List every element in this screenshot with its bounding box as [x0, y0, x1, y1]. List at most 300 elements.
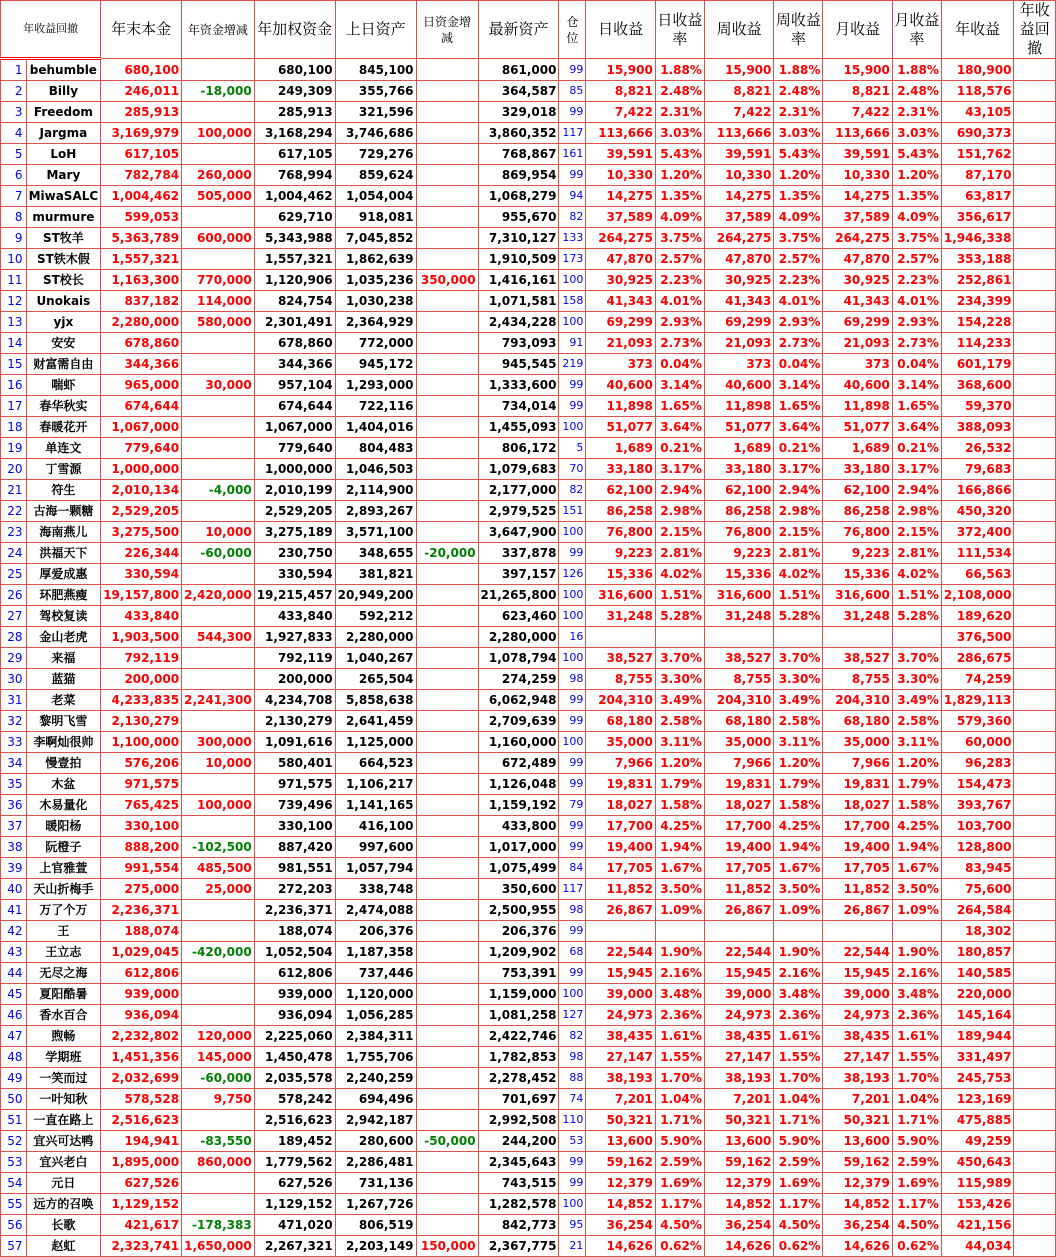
table-cell: 50,321	[823, 1110, 893, 1131]
table-cell: 53	[1, 1152, 27, 1173]
table-cell	[1014, 501, 1056, 522]
table-cell: 1,779,562	[254, 1152, 335, 1173]
table-cell: 772,000	[335, 333, 416, 354]
table-cell: 2,345,643	[478, 1152, 559, 1173]
table-cell: 36,254	[586, 1215, 656, 1236]
table-cell: 2.94%	[892, 480, 941, 501]
table-cell	[416, 1152, 478, 1173]
table-cell	[1014, 1131, 1056, 1152]
table-row	[1, 627, 1056, 648]
table-row	[1, 144, 1056, 165]
table-cell: 4.25%	[655, 816, 704, 837]
table-row	[1, 669, 1056, 690]
table-cell: 86,258	[704, 501, 774, 522]
table-cell	[182, 249, 255, 270]
table-cell	[416, 375, 478, 396]
table-cell: 265,504	[335, 669, 416, 690]
table-cell	[182, 1110, 255, 1131]
table-cell: 793,093	[478, 333, 559, 354]
table-cell: 3.50%	[655, 879, 704, 900]
table-cell: 99	[559, 1173, 586, 1194]
header-cell: 周收益率	[774, 1, 823, 59]
table-cell: 15,336	[704, 564, 774, 585]
table-cell: 15,945	[586, 963, 656, 984]
table-cell: 4.01%	[892, 291, 941, 312]
table-cell	[416, 627, 478, 648]
table-cell	[182, 59, 255, 81]
table-cell: 26,532	[941, 438, 1014, 459]
table-cell: 3.11%	[892, 732, 941, 753]
table-cell: 1.65%	[655, 396, 704, 417]
table-cell	[182, 900, 255, 921]
table-cell: 2,474,088	[335, 900, 416, 921]
table-cell: 13,600	[823, 1131, 893, 1152]
table-cell: 14,275	[704, 186, 774, 207]
table-cell: 433,840	[254, 606, 335, 627]
table-cell: 远方的召唤	[26, 1194, 101, 1215]
table-cell: 1.58%	[774, 795, 823, 816]
table-cell: 68,180	[704, 711, 774, 732]
table-cell: 驾校复读	[26, 606, 101, 627]
table-cell: 350,000	[416, 270, 478, 291]
table-cell: 35,000	[823, 732, 893, 753]
table-cell: 一叶知秋	[26, 1089, 101, 1110]
table-cell: 22,544	[586, 942, 656, 963]
table-cell: 285,913	[254, 102, 335, 123]
table-cell: 2.15%	[774, 522, 823, 543]
table-cell: 4,234,708	[254, 690, 335, 711]
table-cell: 99	[559, 396, 586, 417]
table-cell: 98	[559, 669, 586, 690]
table-cell: 2,203,149	[335, 1236, 416, 1257]
table-cell: 580,401	[254, 753, 335, 774]
table-cell: 62,100	[704, 480, 774, 501]
table-cell: 3.48%	[892, 984, 941, 1005]
table-cell: 26,867	[586, 900, 656, 921]
table-row	[1, 648, 1056, 669]
table-cell: 52	[1, 1131, 27, 1152]
table-cell: 627,526	[254, 1173, 335, 1194]
table-cell: 3,168,294	[254, 123, 335, 144]
table-cell: 729,276	[335, 144, 416, 165]
table-cell: 0.62%	[774, 1236, 823, 1257]
table-cell: 4.50%	[892, 1215, 941, 1236]
table-cell: 99	[559, 59, 586, 81]
table-row	[1, 879, 1056, 900]
table-cell: 63,817	[941, 186, 1014, 207]
table-cell: 680,100	[101, 59, 182, 81]
table-cell	[416, 102, 478, 123]
table-cell: 1,159,192	[478, 795, 559, 816]
table-cell: 100	[559, 732, 586, 753]
table-cell: 2,232,802	[101, 1026, 182, 1047]
table-cell: 2,108,000	[941, 585, 1014, 606]
table-cell: 1.61%	[655, 1026, 704, 1047]
table-cell: 275,000	[101, 879, 182, 900]
table-cell	[655, 921, 704, 942]
table-cell: 0.62%	[892, 1236, 941, 1257]
table-cell	[416, 879, 478, 900]
table-cell: 3.64%	[892, 417, 941, 438]
table-cell: 44,034	[941, 1236, 1014, 1257]
table-cell: 731,136	[335, 1173, 416, 1194]
table-cell	[416, 333, 478, 354]
table-cell: 1.67%	[774, 858, 823, 879]
table-cell: 2,280,000	[478, 627, 559, 648]
table-cell: 19,400	[586, 837, 656, 858]
table-cell: 1.79%	[655, 774, 704, 795]
table-cell: 1.88%	[892, 59, 941, 81]
table-cell: 99	[559, 375, 586, 396]
table-cell	[704, 627, 774, 648]
table-cell: 1.35%	[774, 186, 823, 207]
table-cell: 1,895,000	[101, 1152, 182, 1173]
table-row	[1, 1131, 1056, 1152]
table-cell	[1014, 1236, 1056, 1257]
table-cell: 7,201	[823, 1089, 893, 1110]
table-cell: 4.09%	[774, 207, 823, 228]
table-cell: 财富需自由	[26, 354, 101, 375]
table-cell	[1014, 123, 1056, 144]
table-cell: 4,233,835	[101, 690, 182, 711]
table-cell: 19,215,457	[254, 585, 335, 606]
table-cell: 1,689	[823, 438, 893, 459]
table-cell: 2.59%	[655, 1152, 704, 1173]
table-cell: 5.90%	[774, 1131, 823, 1152]
table-cell: 8,821	[823, 81, 893, 102]
table-cell: 117	[559, 879, 586, 900]
table-cell	[1014, 312, 1056, 333]
table-cell	[1014, 606, 1056, 627]
table-cell: 2.73%	[774, 333, 823, 354]
header-cell: 月收益	[823, 1, 893, 59]
table-cell: 3,275,189	[254, 522, 335, 543]
table-cell: 5.43%	[774, 144, 823, 165]
table-cell: 189,620	[941, 606, 1014, 627]
table-cell: 1,782,853	[478, 1047, 559, 1068]
table-cell: 25,000	[182, 879, 255, 900]
table-cell: 39,000	[704, 984, 774, 1005]
table-cell: 3.30%	[774, 669, 823, 690]
table-cell: 1.55%	[892, 1047, 941, 1068]
table-cell: 133	[559, 228, 586, 249]
table-cell: 85	[559, 81, 586, 102]
table-cell	[1014, 732, 1056, 753]
table-cell: 1,106,217	[335, 774, 416, 795]
table-cell: 46	[1, 1005, 27, 1026]
table-cell: 1.90%	[892, 942, 941, 963]
table-cell: 674,644	[101, 396, 182, 417]
table-cell: 99	[559, 711, 586, 732]
table-cell: 上官雅萱	[26, 858, 101, 879]
table-cell: 2.59%	[774, 1152, 823, 1173]
table-cell: 300,000	[182, 732, 255, 753]
table-cell	[416, 165, 478, 186]
table-cell: 3,647,900	[478, 522, 559, 543]
table-cell	[182, 102, 255, 123]
table-cell	[182, 816, 255, 837]
table-cell: 赵虹	[26, 1236, 101, 1257]
table-cell	[416, 690, 478, 711]
table-cell: 690,373	[941, 123, 1014, 144]
table-cell: 38,527	[586, 648, 656, 669]
table-cell: 5	[1, 144, 27, 165]
table-cell: 环肥燕瘦	[26, 585, 101, 606]
table-cell: 3.17%	[774, 459, 823, 480]
table-cell: 869,954	[478, 165, 559, 186]
table-cell: 10,330	[823, 165, 893, 186]
table-cell: 2,992,508	[478, 1110, 559, 1131]
table-cell: 37	[1, 816, 27, 837]
table-cell: 2,420,000	[182, 585, 255, 606]
table-cell: 木盆	[26, 774, 101, 795]
table-cell: 1,946,338	[941, 228, 1014, 249]
table-cell: 69,299	[586, 312, 656, 333]
table-cell: 100,000	[182, 795, 255, 816]
table-cell: 2,893,267	[335, 501, 416, 522]
table-cell: 1.09%	[892, 900, 941, 921]
table-cell: 694,496	[335, 1089, 416, 1110]
table-cell: 30,925	[586, 270, 656, 291]
table-cell: 397,157	[478, 564, 559, 585]
table-cell: 981,551	[254, 858, 335, 879]
table-cell	[823, 627, 893, 648]
table-cell: -4,000	[182, 480, 255, 501]
table-cell	[1014, 165, 1056, 186]
table-cell: 24,973	[586, 1005, 656, 1026]
table-cell	[1014, 1026, 1056, 1047]
table-cell: 79	[559, 795, 586, 816]
table-cell: 11,898	[704, 396, 774, 417]
table-row	[1, 753, 1056, 774]
table-cell: 66,563	[941, 564, 1014, 585]
table-cell: 8,755	[704, 669, 774, 690]
table-cell: 945,545	[478, 354, 559, 375]
table-cell: 1.70%	[774, 1068, 823, 1089]
table-cell: 4.02%	[892, 564, 941, 585]
table-cell: 2.57%	[892, 249, 941, 270]
table-cell: 2.59%	[892, 1152, 941, 1173]
table-cell: 672,489	[478, 753, 559, 774]
table-cell: 1,052,504	[254, 942, 335, 963]
table-cell: 100	[559, 522, 586, 543]
table-cell: 27	[1, 606, 27, 627]
table-cell: 5,363,789	[101, 228, 182, 249]
table-row	[1, 837, 1056, 858]
table-cell	[1014, 816, 1056, 837]
table-cell: 23	[1, 522, 27, 543]
table-body	[1, 59, 1056, 1257]
table-cell: 20,949,200	[335, 585, 416, 606]
table-cell	[416, 1005, 478, 1026]
table-cell: 1.94%	[655, 837, 704, 858]
table-cell	[1014, 81, 1056, 102]
table-cell: 春华秋实	[26, 396, 101, 417]
table-cell: 158	[559, 291, 586, 312]
table-cell: 416,100	[335, 816, 416, 837]
table-cell: -420,000	[182, 942, 255, 963]
table-cell: 1,267,726	[335, 1194, 416, 1215]
table-cell: 57	[1, 1236, 27, 1257]
table-cell: 33	[1, 732, 27, 753]
table-cell	[416, 480, 478, 501]
table-cell: 2,130,279	[254, 711, 335, 732]
table-cell	[655, 627, 704, 648]
table-cell: 1.51%	[655, 585, 704, 606]
table-cell: 84	[559, 858, 586, 879]
table-cell: 海南燕儿	[26, 522, 101, 543]
table-cell: 14,852	[704, 1194, 774, 1215]
table-cell: 939,000	[254, 984, 335, 1005]
table-cell: 47,870	[823, 249, 893, 270]
table-cell: 31	[1, 690, 27, 711]
table-cell: 30,925	[704, 270, 774, 291]
table-cell: 14,852	[823, 1194, 893, 1215]
table-cell: 4.01%	[774, 291, 823, 312]
table-cell: 244,200	[478, 1131, 559, 1152]
table-cell: 9,223	[586, 543, 656, 564]
table-cell: 35,000	[704, 732, 774, 753]
table-cell: 99	[559, 543, 586, 564]
table-cell: 11,898	[586, 396, 656, 417]
table-cell	[1014, 1047, 1056, 1068]
table-row	[1, 501, 1056, 522]
table-cell: 来福	[26, 648, 101, 669]
table-cell: 15,336	[586, 564, 656, 585]
table-row	[1, 963, 1056, 984]
table-cell: 997,600	[335, 837, 416, 858]
table-cell	[416, 669, 478, 690]
table-cell: 1,040,267	[335, 648, 416, 669]
table-cell: 1.09%	[774, 900, 823, 921]
table-cell: 381,821	[335, 564, 416, 585]
table-cell	[774, 921, 823, 942]
table-cell: 煦畅	[26, 1026, 101, 1047]
table-cell: 59,162	[704, 1152, 774, 1173]
table-cell	[182, 438, 255, 459]
table-cell: 7,201	[586, 1089, 656, 1110]
table-cell: 7,966	[704, 753, 774, 774]
table-cell: 8	[1, 207, 27, 228]
table-cell: 14,626	[586, 1236, 656, 1257]
table-cell: 592,212	[335, 606, 416, 627]
table-cell	[416, 354, 478, 375]
table-cell: 49,259	[941, 1131, 1014, 1152]
table-cell: 1,067,000	[254, 417, 335, 438]
table-cell: 19,157,800	[101, 585, 182, 606]
table-cell: 2.81%	[892, 543, 941, 564]
table-cell: 578,528	[101, 1089, 182, 1110]
table-cell: 1.69%	[655, 1173, 704, 1194]
table-cell: 2,225,060	[254, 1026, 335, 1047]
table-cell	[1014, 900, 1056, 921]
table-cell: 617,105	[254, 144, 335, 165]
table-cell: 188,074	[254, 921, 335, 942]
table-cell: 24,973	[704, 1005, 774, 1026]
table-cell: 2.23%	[892, 270, 941, 291]
table-cell: 1.17%	[774, 1194, 823, 1215]
table-cell: 939,000	[101, 984, 182, 1005]
table-cell: 17,705	[586, 858, 656, 879]
table-cell: 1,903,500	[101, 627, 182, 648]
table-cell: 792,119	[254, 648, 335, 669]
header-cell: 年收益	[941, 1, 1014, 59]
table-cell: Freedom	[26, 102, 101, 123]
table-row	[1, 1173, 1056, 1194]
table-cell: 2.23%	[655, 270, 704, 291]
table-row	[1, 816, 1056, 837]
table-cell: 22,544	[823, 942, 893, 963]
table-cell: 59,162	[586, 1152, 656, 1173]
table-cell: 阮橙子	[26, 837, 101, 858]
table-cell: 1.58%	[655, 795, 704, 816]
table-cell: 1,067,000	[101, 417, 182, 438]
table-cell: 623,460	[478, 606, 559, 627]
table-cell: murmure	[26, 207, 101, 228]
table-cell: 天山折梅手	[26, 879, 101, 900]
table-cell: 114,233	[941, 333, 1014, 354]
table-cell: 31,248	[586, 606, 656, 627]
table-cell: 7,310,127	[478, 228, 559, 249]
table-cell: 37,589	[823, 207, 893, 228]
table-cell: 2.73%	[892, 333, 941, 354]
table-cell: 9	[1, 228, 27, 249]
header-cell: 年收益回撤	[1014, 1, 1056, 59]
table-cell	[182, 564, 255, 585]
table-cell: 2,177,000	[478, 480, 559, 501]
table-cell: 111,534	[941, 543, 1014, 564]
table-cell: 100	[559, 312, 586, 333]
table-cell: 86,258	[586, 501, 656, 522]
table-cell: 2.36%	[892, 1005, 941, 1026]
table-cell: 88	[559, 1068, 586, 1089]
table-cell: 2,301,491	[254, 312, 335, 333]
table-cell: 76,800	[823, 522, 893, 543]
table-cell: 1.35%	[892, 186, 941, 207]
table-cell: 664,523	[335, 753, 416, 774]
table-cell: 38,435	[823, 1026, 893, 1047]
header-cell: 日收益率	[655, 1, 704, 59]
table-cell: 15,900	[823, 59, 893, 81]
header-cell: 上日资产	[335, 1, 416, 59]
table-cell: 19,831	[823, 774, 893, 795]
table-row	[1, 774, 1056, 795]
table-cell: 627,526	[101, 1173, 182, 1194]
table-cell: 3.11%	[774, 732, 823, 753]
table-cell: 9,223	[704, 543, 774, 564]
table-cell: -83,550	[182, 1131, 255, 1152]
table-cell: 2.48%	[892, 81, 941, 102]
table-cell: 37,589	[704, 207, 774, 228]
table-cell: 264,584	[941, 900, 1014, 921]
table-cell: 41,343	[586, 291, 656, 312]
table-row	[1, 1026, 1056, 1047]
table-cell: 0.21%	[774, 438, 823, 459]
table-cell: 37,589	[586, 207, 656, 228]
table-cell: 单连文	[26, 438, 101, 459]
table-cell	[1014, 921, 1056, 942]
table-cell: 1.04%	[892, 1089, 941, 1110]
table-cell: 5.90%	[655, 1131, 704, 1152]
table-cell: 18,027	[704, 795, 774, 816]
table-cell: 3.70%	[774, 648, 823, 669]
table-cell: 145,000	[182, 1047, 255, 1068]
table-row	[1, 417, 1056, 438]
table-cell: 274,259	[478, 669, 559, 690]
table-row	[1, 249, 1056, 270]
table-cell: 21	[1, 480, 27, 501]
table-cell: 11	[1, 270, 27, 291]
